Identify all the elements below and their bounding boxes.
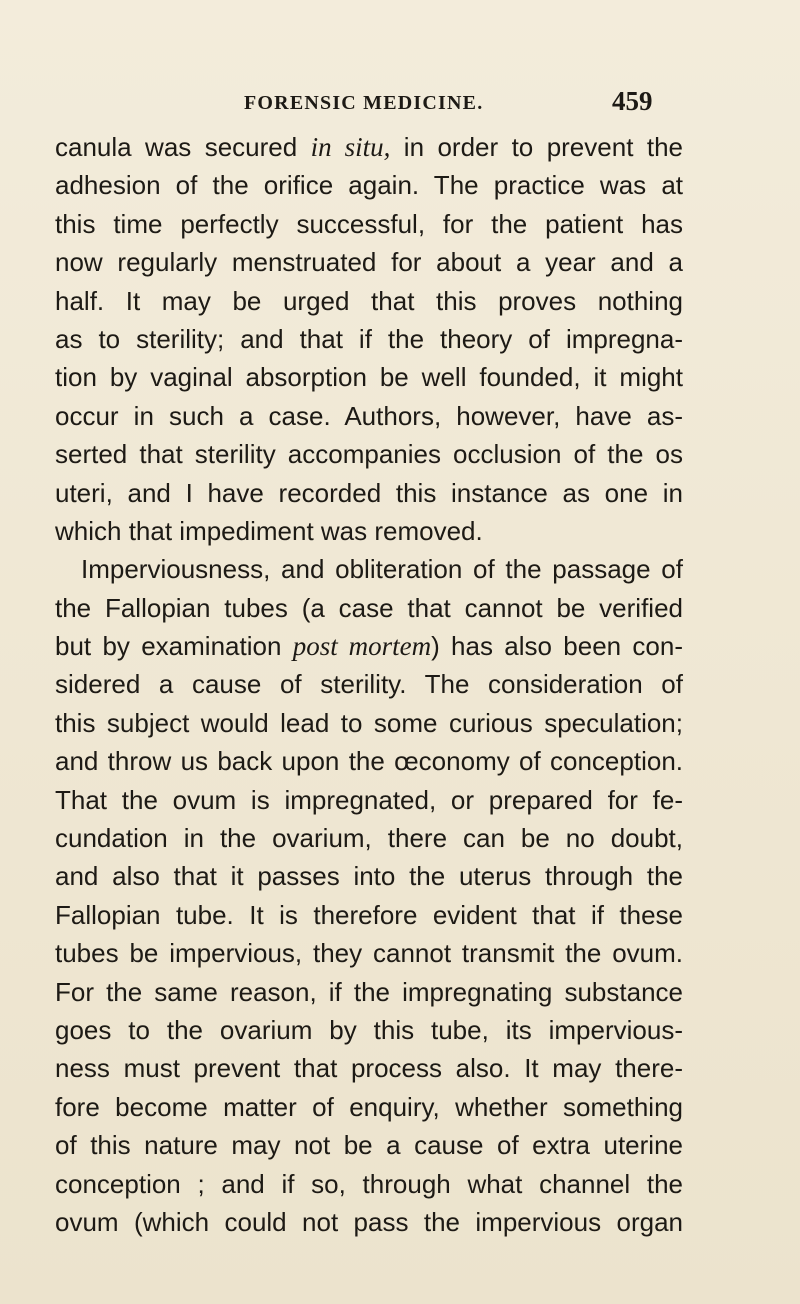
text-line-21: Fallopian tube. It is therefore evident that if these [55,899,683,930]
text-line-17: and throw us back upon the œconomy of conception. [55,746,683,777]
text-line-8: occur in such a case. Authors, however, have as- [55,400,683,431]
text-line-1: canula was secured in situ, in order to prevent the [55,132,683,162]
page-number: 459 [612,86,653,116]
text-line-24: goes to the ovarium by this tube, its impervious- [55,1014,683,1045]
text-line-28: conception ; and if so, through what channel the [55,1168,683,1199]
body-text [55,128,683,1241]
text-line-9: serted that sterility accompanies occlusion of the os [55,439,683,470]
text-line-14: but by examination post mortem) has also been con- [55,631,684,662]
text-line-12: Imperviousness, and obliteration of the passage of [81,554,683,585]
text-line-23: For the same reason, if the impregnating substance [55,976,683,1007]
text-line-6: as to sterility; and that if the theory of impregna- [55,323,683,354]
text-line-22: tubes be impervious, they cannot transmit the ovum. [55,938,683,969]
text-line-20: and also that it passes into the uterus through the [55,861,683,892]
text-line-26: fore become matter of enquiry, whether something [55,1091,683,1122]
text-line-3: this time perfectly successful, for the patient has [55,208,683,239]
text-line-29: ovum (which could not pass the impervious organ [55,1206,683,1237]
text-line-27: of this nature may not be a cause of extra uterine [55,1130,683,1161]
text-line-19: cundation in the ovarium, there can be no doubt, [55,823,683,854]
italic-in-situ: in situ, [310,132,391,162]
text-line-15: sidered a cause of sterility. The consideration of [55,669,683,700]
text-line-5: half. It may be urged that this proves nothing [55,285,683,316]
text-line-16: this subject would lead to some curious speculation; [55,707,683,738]
text-line-13: the Fallopian tubes (a case that cannot be verified [55,592,683,623]
text-line-4: now regularly menstruated for about a year and a [55,247,683,278]
text-line-25: ness must prevent that process also. It may there- [55,1053,683,1084]
running-head [0,86,800,120]
text-line-7: tion by vaginal absorption be well founded, it might [55,362,683,393]
text-line-18: That the ovum is impregnated, or prepared for fe- [55,784,683,815]
text-line-2: adhesion of the orifice again. The practice was at [55,170,683,201]
italic-post-mortem: post mortem [292,631,432,662]
text-line-10: uteri, and I have recorded this instance as one in [55,477,683,508]
text-line-11: which that impediment was removed. [55,515,483,546]
running-title: FORENSIC MEDICINE. [244,92,484,114]
